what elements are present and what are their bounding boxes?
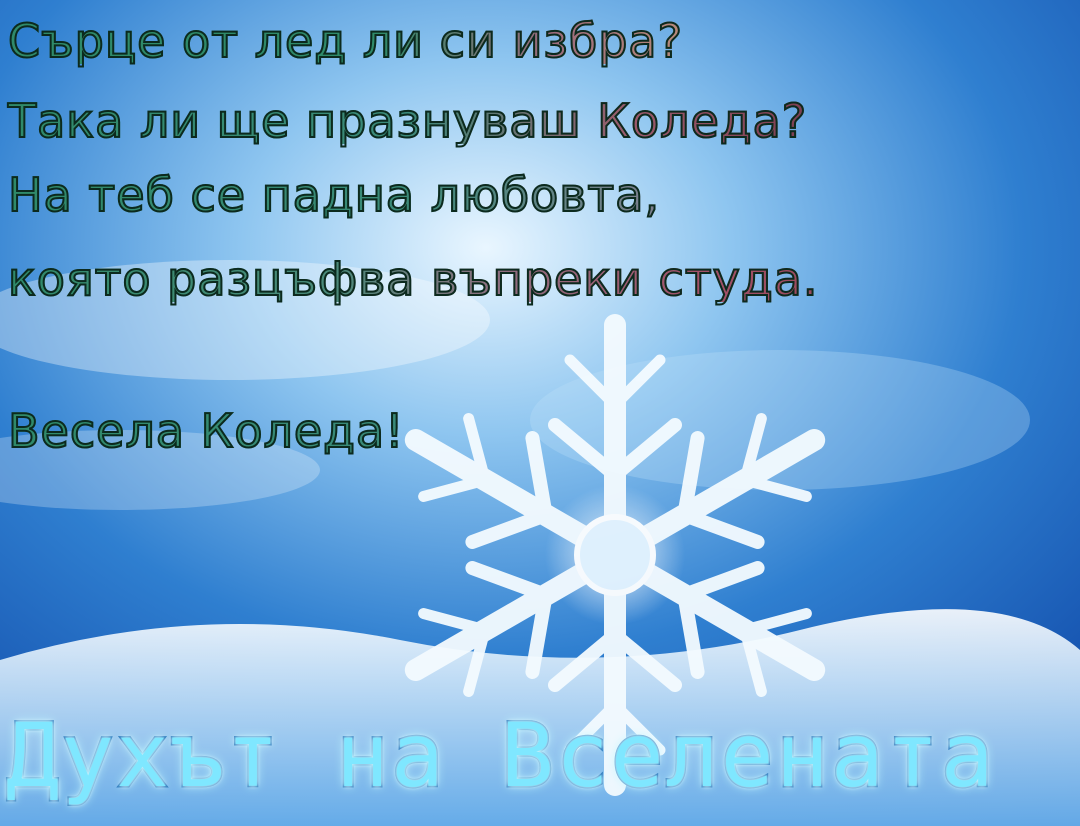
signature-watermark: Духът на Вселената: [6, 704, 996, 807]
greeting: Весела Коледа!: [8, 404, 405, 458]
poem-line-2: Така ли ще празнуваш Коледа?: [8, 94, 808, 148]
poem-line-3: На теб се падна любовта,: [8, 168, 661, 222]
poem-line-1: Сърце от лед ли си избра?: [8, 14, 683, 68]
poem-line-4: която разцъфва въпреки студа.: [8, 252, 819, 306]
